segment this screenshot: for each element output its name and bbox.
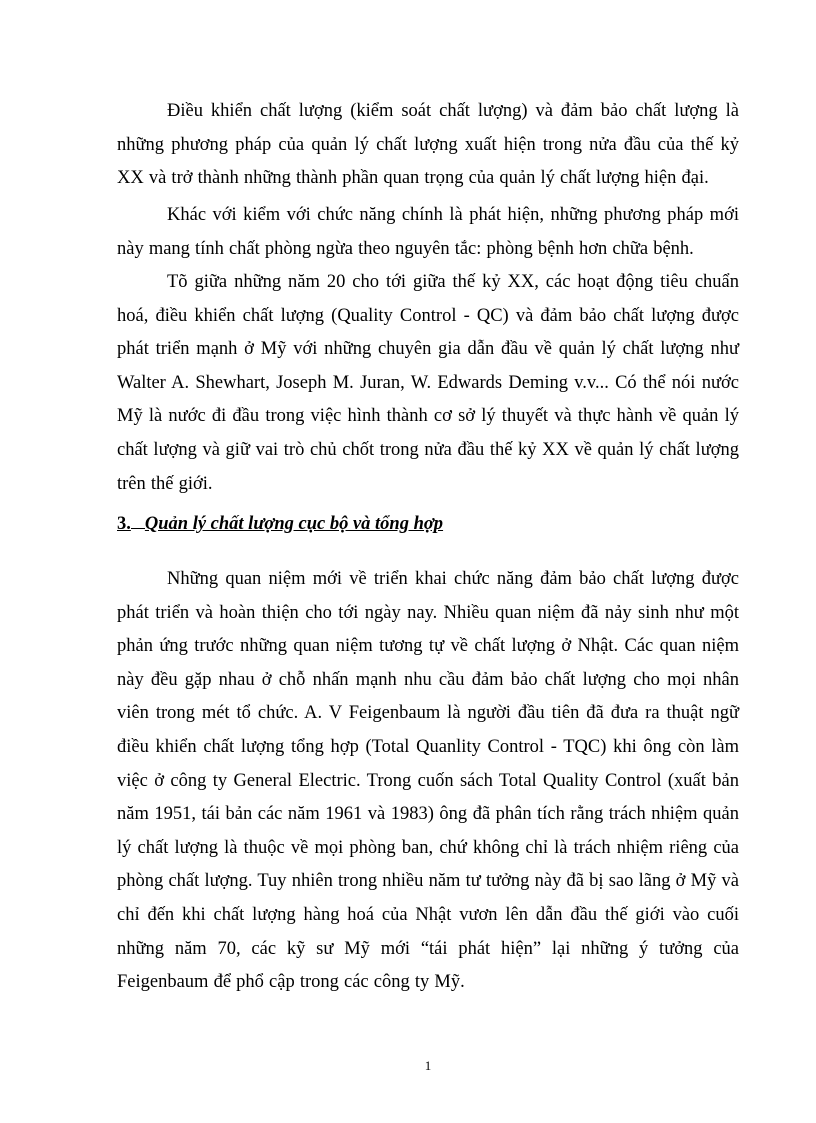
page-number: 1 [424, 1058, 432, 1073]
paragraph-tqc-feigenbaum: Những quan niệm mới về triển khai chức năng đảm bảo chất lượng được phát triển và hoàn thiện cho tới ngày nay. Nhiều quan niệm đã nảy sinh như một phản ứng trước những quan niệm tương tự về chất lượng ở Nhật. Các quan niệm này đều gặp nhau ở chỗ nhấn mạnh nhu cầu đảm bảo chất lượng cho mọi nhân viên trong mét tổ chức. A. V Feigenbaum là người đầu tiên đã đưa ra thuật ngữ điều khiển chất lượng tổng hợp (Total Quanlity Control - TQC) khi ông còn làm việc ở công ty General Electric. Trong cuốn sách Total Quality Control (xuất bản năm 1951, tái bản các năm 1961 và 1983) ông đã phân tích rằng trách nhiệm quản lý chất lượng là thuộc về mọi phòng ban, chứ không chỉ là trách nhiệm riêng của phòng chất lượng. Tuy nhiên trong nhiều năm tư tưởng này đã bị sao lãng ở Mỹ và chỉ đến khi chất lượng hàng hoá của Nhật vươn lên dẫn đầu thế giới vào cuối những năm 70, các kỹ sư Mỹ mới “tái phát hiện” lại những ý tưởng của Feigenbaum để phổ cập trong các công ty Mỹ. [117, 569, 739, 993]
heading-underline-gap [131, 510, 145, 529]
section-heading [117, 508, 443, 541]
section-title: Quản lý chất lượng cục bộ và tổng hợp [144, 514, 444, 534]
paragraph-preventive-methods: Khác với kiểm với chức năng chính là phát hiện, những phương pháp mới này mang tính chất phòng ngừa theo nguyên tắc: phòng bệnh hơn chữa bệnh. [117, 205, 739, 259]
paragraph-quality-control-intro: Điều khiển chất lượng (kiểm soát chất lượng) và đảm bảo chất lượng là những phương pháp của quản lý chất lượng xuất hiện trong nửa đầu của thế kỷ XX và trở thành những thành phần quan trọng của quản lý chất lượng hiện đại. [117, 101, 739, 189]
section-number: 3. [117, 514, 131, 534]
paragraph-us-history: Tõ giữa những năm 20 cho tới giữa thế kỷ XX, các hoạt động tiêu chuẩn hoá, điều khiển chất lượng (Quality Control - QC) và đảm bảo chất lượng được phát triển mạnh ở Mỹ với những chuyên gia dẫn đầu về quản lý chất lượng như Walter A. Shewhart, Joseph M. Juran, W. Edwards Deming v.v... Có thể nói nước Mỹ là nước đi đầu trong việc hình thành cơ sở lý thuyết và thực hành về quản lý chất lượng và giữ vai trò chủ chốt trong nửa đầu thế kỷ XX về quản lý chất lượng trên thế giới. [117, 272, 739, 494]
